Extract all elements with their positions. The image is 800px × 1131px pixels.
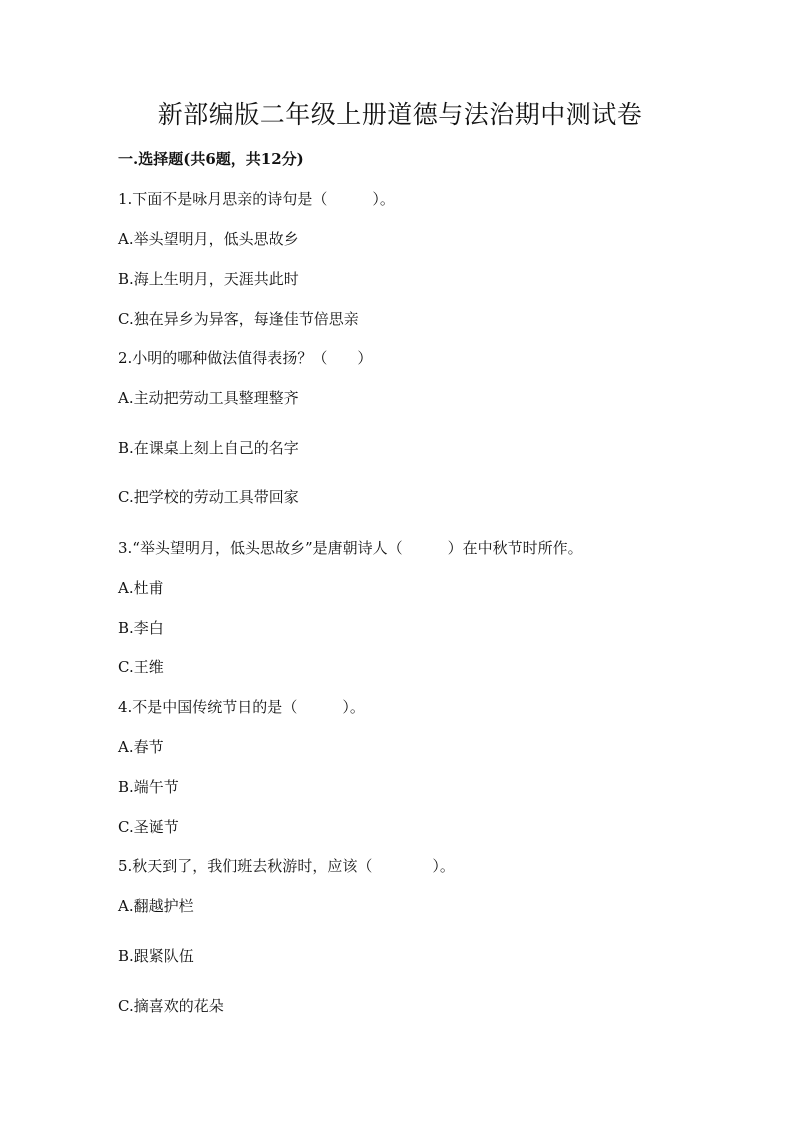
question-4-option-a: A.春节 — [118, 738, 164, 756]
question-2-stem: 2.小明的哪种做法值得表扬？（ ） — [118, 349, 373, 367]
question-4-stem: 4.不是中国传统节日的是（ ）。 — [118, 698, 365, 716]
question-1-stem: 1.下面不是咏月思亲的诗句是（ ）。 — [118, 190, 395, 208]
question-3-option-a: A.杜甫 — [118, 579, 164, 597]
question-4-option-b: B.端午节 — [118, 778, 179, 796]
question-5-option-b: B.跟紧队伍 — [118, 947, 194, 965]
question-4-option-c: C.圣诞节 — [118, 818, 179, 836]
question-3-option-c: C.王维 — [118, 658, 164, 676]
question-1-option-c: C.独在异乡为异客，每逢佳节倍思亲 — [118, 310, 359, 328]
page-title: 新部编版二年级上册道德与法治期中测试卷 — [157, 100, 643, 129]
question-5-option-a: A.翻越护栏 — [118, 897, 194, 915]
question-2-option-b: B.在课桌上刻上自己的名字 — [118, 439, 299, 457]
question-1-option-b: B.海上生明月，天涯共此时 — [118, 270, 299, 288]
question-2-option-a: A.主动把劳动工具整理整齐 — [118, 389, 299, 407]
question-3-stem: 3.“举头望明月，低头思故乡”是唐朝诗人（ ）在中秋节时所作。 — [118, 539, 583, 557]
section-heading: 一.选择题(共6题，共12分) — [118, 150, 304, 168]
question-2-option-c: C.把学校的劳动工具带回家 — [118, 488, 299, 506]
question-1-option-a: A.举头望明月，低头思故乡 — [118, 230, 299, 248]
question-5-option-c: C.摘喜欢的花朵 — [118, 997, 224, 1015]
question-3-option-b: B.李白 — [118, 619, 164, 637]
question-5-stem: 5.秋天到了，我们班去秋游时，应该（ ）。 — [118, 857, 455, 875]
